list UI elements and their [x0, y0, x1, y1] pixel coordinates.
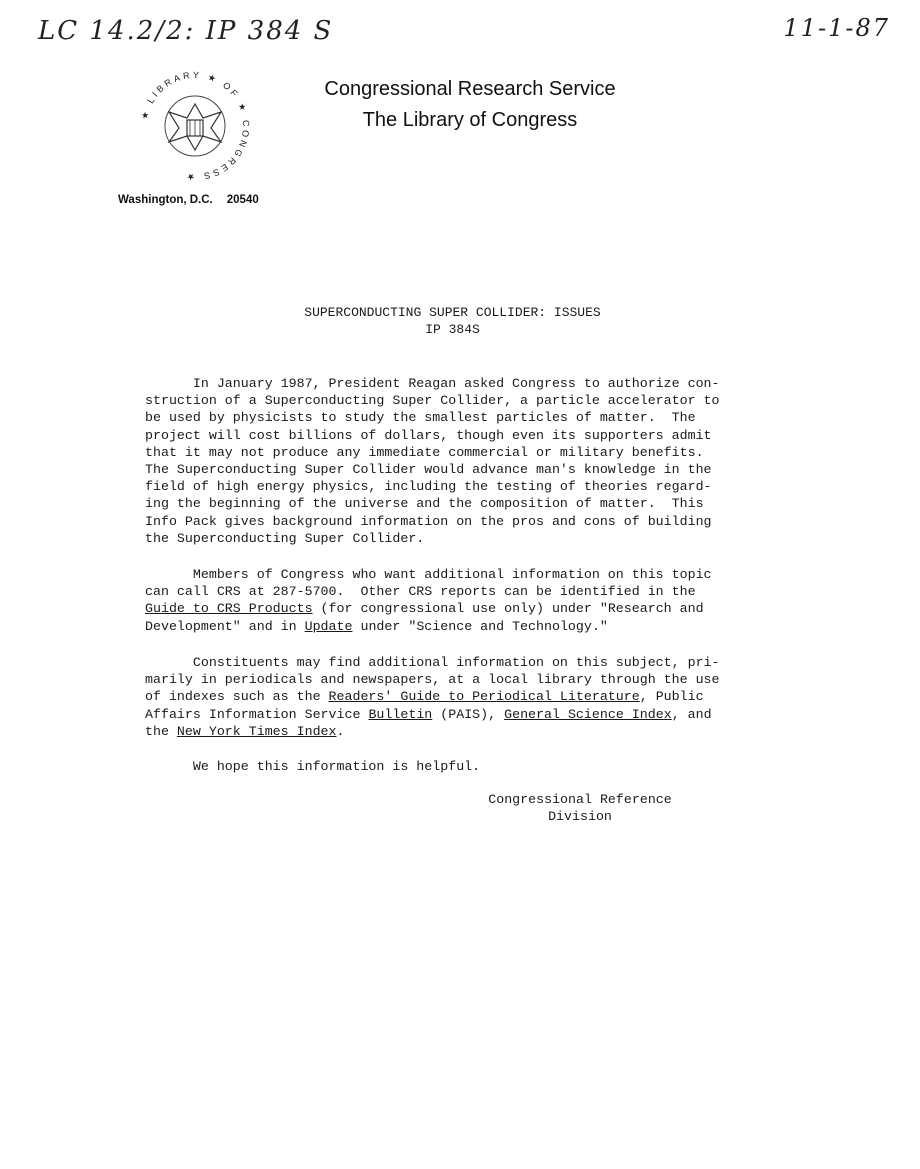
paragraph-closing: We hope this information is helpful.: [145, 759, 481, 774]
guide-to-crs-products-title: Guide to CRS Products: [145, 601, 313, 617]
handwritten-date: 11-1-87: [783, 14, 890, 42]
general-science-index-title: General Science Index: [504, 706, 672, 722]
parent-organization: The Library of Congress: [362, 109, 578, 131]
document-number: IP 384S: [425, 322, 480, 337]
document-title: SUPERCONDUCTING SUPER COLLIDER: ISSUES: [304, 305, 601, 320]
address-city: Washington, D.C.: [118, 194, 213, 206]
signature-line-1: Congressional Reference: [488, 792, 672, 807]
signature-line-2: Division: [548, 809, 612, 824]
handwritten-call-number: LC 14.2/2: IP 384 S: [38, 16, 334, 46]
paragraph-intro: In January 1987, President Reagan asked Congress to authorize con- struction of a Superconducting Super Collider, a particle accelerator to be used by physicists to study the smallest particles of matter. The project will cost billions of dollars, though even its supporters admit that it may not produce any immediate commercial or military benefits. The Superconducting Super Collider would advance man's knowledge in the field of high energy physics, including the testing of theories regard- ing the beginning of the universe and the composition of matter. This Info Pack gives background information on the pros and cons of building the Superconducting Super Collider.: [145, 376, 720, 546]
eagle-seal-icon: [135, 66, 255, 186]
organization-name: Congressional Research Service: [324, 78, 616, 100]
paragraph-congress-members: Members of Congress who want additional information on this topic can call CRS at 287-5700. Other CRS reports can be identified in the Guide to CRS Products (for congressional use only) under "Research and Development" and in Update under "Science and Technology.": [145, 567, 712, 634]
nyt-index-title: New York Times Index: [176, 723, 337, 739]
update-title: Update: [304, 618, 353, 634]
paragraph-constituents: Constituents may find additional information on this subject, pri- marily in periodicals and newspapers, at a local library through the use of indexes such as the Readers' Guide to Periodical Literature, Public Affairs Information Service Bulletin (PAIS), General Science Index, and the New York Times Index.: [145, 655, 720, 739]
bulletin-title: Bulletin: [368, 706, 433, 722]
readers-guide-title: Readers' Guide to Periodical Literature: [328, 689, 640, 705]
address-zip: 20540: [226, 194, 259, 206]
address: [118, 194, 259, 206]
svg-text:★ LIBRARY ★ OF ★ CONGRESS ★: ★ LIBRARY ★ OF ★ CONGRESS ★: [139, 69, 252, 183]
library-of-congress-seal: [135, 66, 255, 186]
